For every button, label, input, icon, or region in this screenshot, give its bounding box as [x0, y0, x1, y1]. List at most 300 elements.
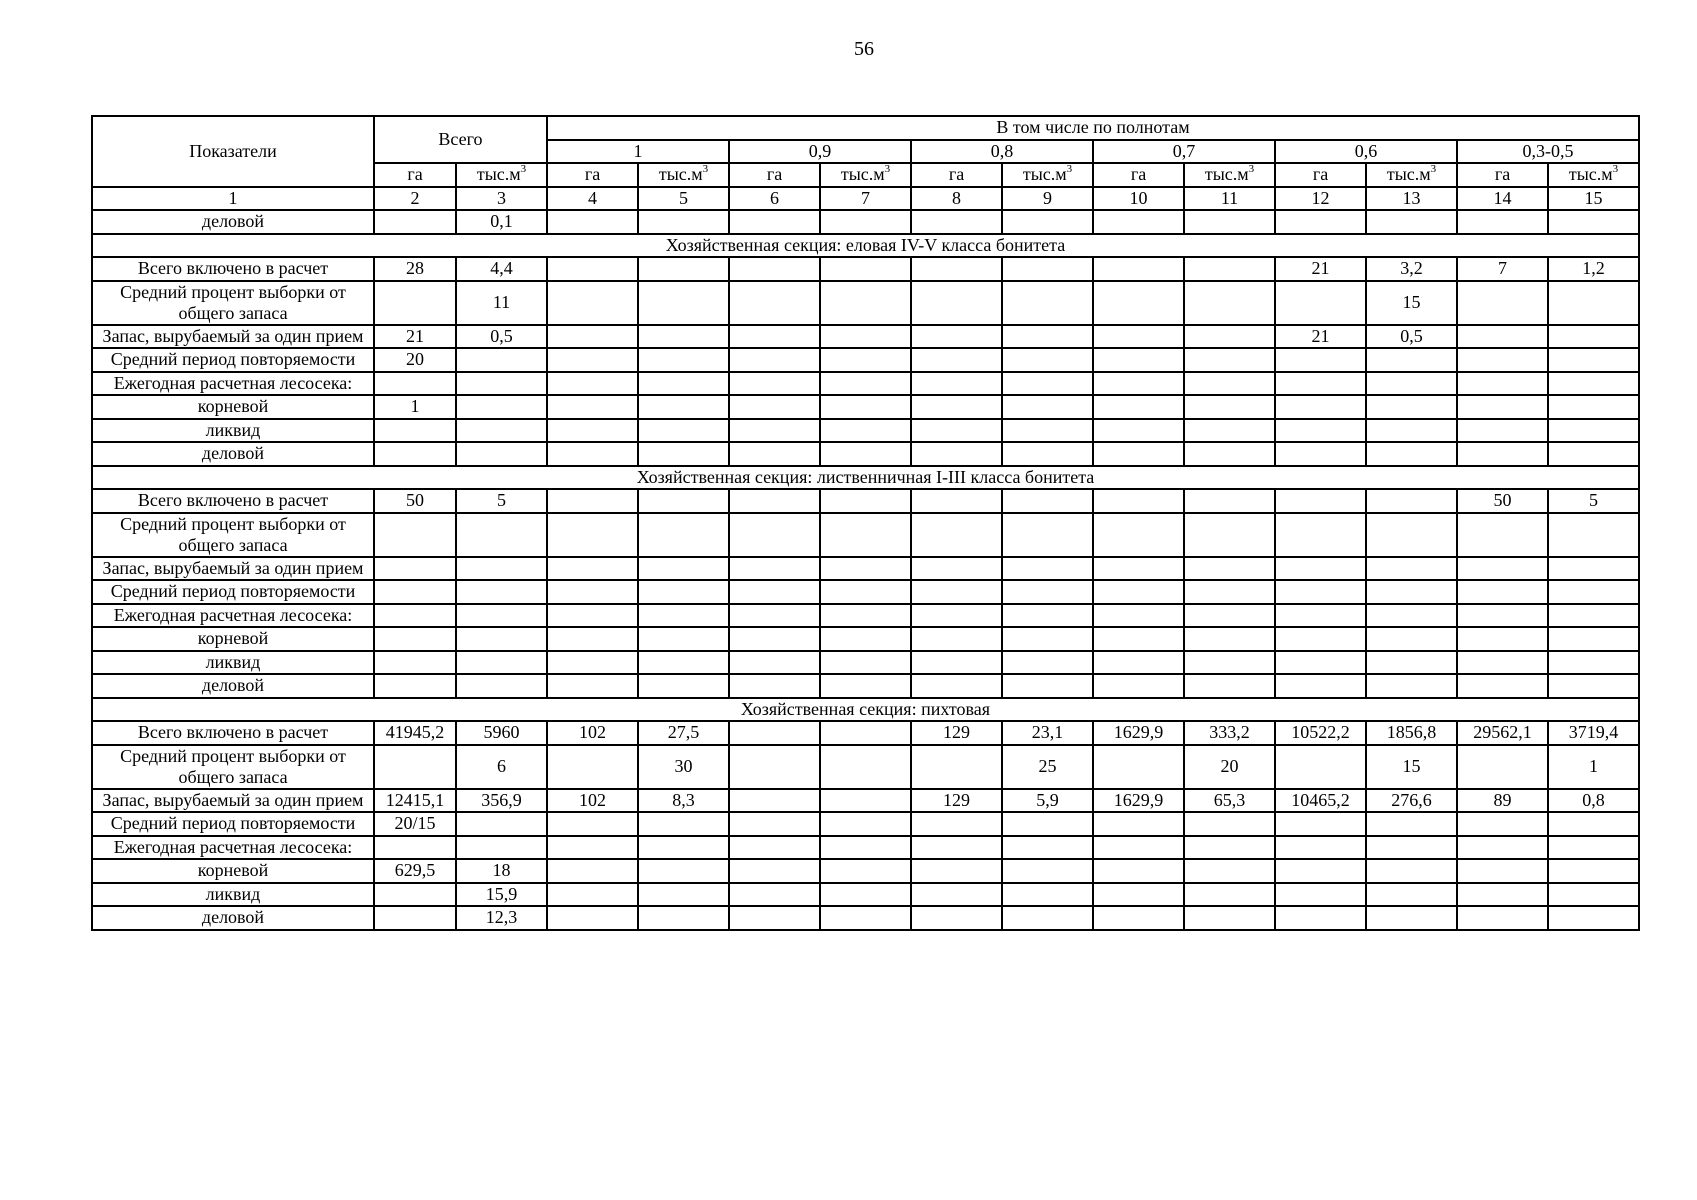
table-row — [92, 674, 1639, 698]
table-cell — [547, 627, 638, 651]
table-cell — [547, 210, 638, 234]
unit-ha: га — [374, 163, 456, 187]
table-cell — [1548, 883, 1639, 907]
table-cell — [547, 580, 638, 604]
header-density-0-7: 0,7 — [1093, 140, 1275, 164]
table-cell — [1093, 513, 1184, 557]
table-cell — [729, 419, 820, 443]
table-cell — [1093, 210, 1184, 234]
table-cell — [820, 348, 911, 372]
table-cell — [1093, 257, 1184, 281]
table-row — [92, 395, 1639, 419]
table-cell — [820, 557, 911, 581]
table-cell: 0,1 — [456, 210, 547, 234]
table-cell — [1093, 812, 1184, 836]
table-cell — [1184, 442, 1275, 466]
table-cell — [1093, 674, 1184, 698]
table-cell — [374, 372, 456, 396]
table-cell — [1457, 419, 1548, 443]
header-density-1: 1 — [547, 140, 729, 164]
unit-vol-text: тыс.м — [476, 164, 521, 185]
table-cell — [729, 325, 820, 349]
table-cell — [1275, 859, 1366, 883]
table-cell — [1184, 513, 1275, 557]
table-cell: 15,9 — [456, 883, 547, 907]
table-row — [92, 812, 1639, 836]
row-label: деловой — [92, 442, 374, 466]
unit-vol-text: тыс.м — [1568, 164, 1613, 185]
table-cell — [374, 281, 456, 325]
column-number: 3 — [456, 187, 547, 211]
table-cell — [1457, 604, 1548, 628]
table-cell — [456, 419, 547, 443]
table-cell — [1093, 419, 1184, 443]
table-cell — [1548, 325, 1639, 349]
table-row — [92, 419, 1639, 443]
unit-superscript: 3 — [884, 163, 891, 176]
table-cell — [638, 442, 729, 466]
table-cell: 15 — [1366, 745, 1457, 789]
table-cell — [1457, 513, 1548, 557]
table-cell — [1548, 395, 1639, 419]
table-cell — [1275, 348, 1366, 372]
table-cell: 10522,2 — [1275, 721, 1366, 745]
column-number: 9 — [1002, 187, 1093, 211]
header-density-0-8: 0,8 — [911, 140, 1093, 164]
table-cell — [1002, 419, 1093, 443]
table-cell: 5 — [456, 489, 547, 513]
table-cell — [1275, 372, 1366, 396]
table-row — [92, 883, 1639, 907]
table-cell — [1002, 604, 1093, 628]
table-cell — [1184, 325, 1275, 349]
table-cell: 0,5 — [456, 325, 547, 349]
table-cell — [911, 419, 1002, 443]
section-title: Хозяйственная секция: еловая IV-V класса бонитета — [92, 234, 1639, 258]
column-number: 2 — [374, 187, 456, 211]
unit-superscript: 3 — [702, 163, 709, 176]
unit-thousand-m3 — [456, 163, 547, 187]
table-cell — [1366, 557, 1457, 581]
table-body — [92, 116, 1639, 930]
table-cell — [547, 604, 638, 628]
column-number: 6 — [729, 187, 820, 211]
table-cell — [1366, 651, 1457, 675]
table-cell — [638, 580, 729, 604]
table-cell: 20/15 — [374, 812, 456, 836]
table-cell — [374, 745, 456, 789]
table-cell — [1548, 674, 1639, 698]
header-row-1 — [92, 116, 1639, 140]
table-cell — [547, 489, 638, 513]
table-cell: 50 — [1457, 489, 1548, 513]
table-cell — [456, 513, 547, 557]
unit-superscript: 3 — [520, 163, 527, 176]
table-row — [92, 789, 1639, 813]
unit-ha: га — [1457, 163, 1548, 187]
table-cell: 1 — [1548, 745, 1639, 789]
table-cell — [1457, 883, 1548, 907]
table-cell — [456, 651, 547, 675]
table-cell — [729, 745, 820, 789]
table-cell — [820, 906, 911, 930]
table-cell — [1366, 348, 1457, 372]
table-cell: 5 — [1548, 489, 1639, 513]
table-cell — [1275, 906, 1366, 930]
table-cell — [1093, 489, 1184, 513]
table-cell — [1366, 604, 1457, 628]
table-cell — [1093, 883, 1184, 907]
table-cell — [911, 372, 1002, 396]
row-label: ликвид — [92, 883, 374, 907]
column-number: 15 — [1548, 187, 1639, 211]
unit-superscript: 3 — [1248, 163, 1255, 176]
table-cell — [729, 395, 820, 419]
table-cell — [729, 372, 820, 396]
table-cell — [729, 859, 820, 883]
table-cell — [547, 395, 638, 419]
table-cell — [638, 210, 729, 234]
table-cell — [547, 325, 638, 349]
table-cell — [1366, 883, 1457, 907]
table-cell — [1366, 442, 1457, 466]
table-cell — [911, 745, 1002, 789]
table-cell — [1184, 651, 1275, 675]
table-cell: 5,9 — [1002, 789, 1093, 813]
unit-vol-text: тыс.м — [840, 164, 885, 185]
table-row — [92, 257, 1639, 281]
table-cell — [1184, 580, 1275, 604]
table-cell — [1457, 836, 1548, 860]
table-cell — [1184, 395, 1275, 419]
table-cell — [729, 812, 820, 836]
table-cell — [1548, 651, 1639, 675]
row-label: Всего включено в расчет — [92, 721, 374, 745]
section-title: Хозяйственная секция: лиственничная I-III класса бонитета — [92, 466, 1639, 490]
table-cell — [1002, 859, 1093, 883]
forest-cutting-table — [91, 115, 1640, 931]
table-cell — [1002, 210, 1093, 234]
table-cell — [547, 651, 638, 675]
table-cell — [1184, 489, 1275, 513]
table-cell — [456, 627, 547, 651]
table-cell — [638, 281, 729, 325]
unit-superscript: 3 — [1612, 163, 1619, 176]
table-cell: 4,4 — [456, 257, 547, 281]
table-cell — [729, 604, 820, 628]
table-cell — [729, 557, 820, 581]
unit-superscript: 3 — [1066, 163, 1073, 176]
table-cell — [1366, 906, 1457, 930]
table-cell — [820, 489, 911, 513]
table-cell — [1002, 395, 1093, 419]
row-label: деловой — [92, 674, 374, 698]
table-cell — [1275, 210, 1366, 234]
table-cell — [1093, 651, 1184, 675]
table-cell: 25 — [1002, 745, 1093, 789]
table-cell — [911, 604, 1002, 628]
table-cell — [456, 812, 547, 836]
table-cell — [1093, 745, 1184, 789]
row-label: корневой — [92, 859, 374, 883]
table-cell — [911, 348, 1002, 372]
table-cell — [820, 604, 911, 628]
table-cell — [1548, 812, 1639, 836]
table-cell — [638, 372, 729, 396]
table-cell — [638, 395, 729, 419]
table-cell — [1275, 419, 1366, 443]
table-cell — [820, 812, 911, 836]
table-cell — [1184, 859, 1275, 883]
table-cell — [1002, 674, 1093, 698]
table-cell — [820, 859, 911, 883]
table-cell — [1457, 395, 1548, 419]
table-cell — [729, 721, 820, 745]
table-cell — [911, 210, 1002, 234]
table-cell — [820, 580, 911, 604]
table-cell — [911, 906, 1002, 930]
table-cell: 21 — [1275, 257, 1366, 281]
table-cell — [456, 836, 547, 860]
table-row — [92, 281, 1639, 325]
table-cell: 5960 — [456, 721, 547, 745]
table-cell — [1457, 281, 1548, 325]
table-cell — [1002, 906, 1093, 930]
table-cell — [456, 395, 547, 419]
table-row — [92, 836, 1639, 860]
row-label: Запас, вырубаемый за один прием — [92, 325, 374, 349]
table-cell — [1366, 580, 1457, 604]
table-cell — [1548, 836, 1639, 860]
table-cell — [456, 580, 547, 604]
table-cell — [456, 372, 547, 396]
table-cell — [820, 721, 911, 745]
table-cell — [1366, 627, 1457, 651]
table-cell — [456, 348, 547, 372]
table-cell — [1275, 442, 1366, 466]
table-row — [92, 721, 1639, 745]
table-cell — [1093, 580, 1184, 604]
table-cell: 1,2 — [1548, 257, 1639, 281]
table-cell: 21 — [1275, 325, 1366, 349]
table-cell — [456, 442, 547, 466]
table-cell — [638, 674, 729, 698]
table-cell — [1275, 281, 1366, 325]
table-cell — [820, 745, 911, 789]
unit-thousand-m3 — [820, 163, 911, 187]
table-row — [92, 442, 1639, 466]
table-cell: 12415,1 — [374, 789, 456, 813]
table-cell: 129 — [911, 721, 1002, 745]
table-cell: 3719,4 — [1548, 721, 1639, 745]
table-cell — [729, 651, 820, 675]
table-cell — [547, 419, 638, 443]
table-cell — [729, 442, 820, 466]
table-cell — [374, 442, 456, 466]
header-indicators: Показатели — [92, 116, 374, 187]
table-cell — [1548, 627, 1639, 651]
row-label: ликвид — [92, 651, 374, 675]
table-cell — [911, 281, 1002, 325]
table-row — [92, 372, 1639, 396]
unit-thousand-m3 — [1548, 163, 1639, 187]
unit-ha: га — [911, 163, 1002, 187]
table-cell — [547, 859, 638, 883]
column-number: 10 — [1093, 187, 1184, 211]
table-cell — [1275, 395, 1366, 419]
table-cell: 20 — [1184, 745, 1275, 789]
table-cell: 21 — [374, 325, 456, 349]
table-cell — [638, 557, 729, 581]
page-number: 56 — [854, 38, 874, 60]
table-cell — [638, 348, 729, 372]
table-cell — [911, 489, 1002, 513]
table-cell — [1002, 513, 1093, 557]
table-cell — [729, 580, 820, 604]
table-cell — [729, 883, 820, 907]
table-cell — [1093, 906, 1184, 930]
table-cell: 41945,2 — [374, 721, 456, 745]
table-cell — [1093, 372, 1184, 396]
row-label: Всего включено в расчет — [92, 257, 374, 281]
table-cell — [1548, 372, 1639, 396]
table-cell: 102 — [547, 789, 638, 813]
table-cell — [547, 674, 638, 698]
table-cell — [1093, 281, 1184, 325]
table-cell — [1184, 906, 1275, 930]
table-cell — [1457, 745, 1548, 789]
table-cell — [1275, 627, 1366, 651]
table-cell — [820, 883, 911, 907]
table-cell — [1366, 513, 1457, 557]
unit-vol-text: тыс.м — [1204, 164, 1249, 185]
table-cell — [1548, 859, 1639, 883]
table-cell — [729, 627, 820, 651]
row-label: Ежегодная расчетная лесосека: — [92, 372, 374, 396]
table-row — [92, 604, 1639, 628]
table-cell — [911, 812, 1002, 836]
table-cell — [911, 580, 1002, 604]
row-label: корневой — [92, 627, 374, 651]
table-cell — [638, 325, 729, 349]
table-cell — [1275, 674, 1366, 698]
table-cell: 1856,8 — [1366, 721, 1457, 745]
table-cell — [1002, 372, 1093, 396]
column-number: 12 — [1275, 187, 1366, 211]
section-row — [92, 698, 1639, 722]
table-cell — [1548, 513, 1639, 557]
header-density-0-6: 0,6 — [1275, 140, 1457, 164]
table-cell: 7 — [1457, 257, 1548, 281]
table-cell — [1457, 557, 1548, 581]
table-cell — [547, 372, 638, 396]
row-label: Средний процент выборки от общего запаса — [92, 513, 374, 557]
table-cell — [1275, 651, 1366, 675]
row-label: деловой — [92, 906, 374, 930]
row-label: Запас, вырубаемый за один прием — [92, 557, 374, 581]
table-cell — [1548, 906, 1639, 930]
table-cell — [911, 442, 1002, 466]
table-cell — [911, 836, 1002, 860]
table-cell — [1366, 859, 1457, 883]
table-cell — [1093, 836, 1184, 860]
table-cell — [547, 812, 638, 836]
table-cell: 28 — [374, 257, 456, 281]
table-cell — [911, 513, 1002, 557]
table-cell — [1548, 442, 1639, 466]
table-cell — [638, 812, 729, 836]
table-cell — [1184, 372, 1275, 396]
row-label: Запас, вырубаемый за один прием — [92, 789, 374, 813]
row-label: Ежегодная расчетная лесосека: — [92, 604, 374, 628]
column-number: 14 — [1457, 187, 1548, 211]
table-cell — [374, 580, 456, 604]
section-row — [92, 234, 1639, 258]
table-cell — [911, 883, 1002, 907]
table-cell: 8,3 — [638, 789, 729, 813]
table-cell — [820, 419, 911, 443]
table-cell — [1457, 348, 1548, 372]
column-number: 1 — [92, 187, 374, 211]
table-cell — [1366, 674, 1457, 698]
table-cell — [1093, 325, 1184, 349]
table-cell — [820, 789, 911, 813]
table-cell — [638, 836, 729, 860]
row-label: ликвид — [92, 419, 374, 443]
table-cell — [1184, 812, 1275, 836]
table-cell — [820, 651, 911, 675]
table-cell — [1366, 210, 1457, 234]
table-cell — [1184, 281, 1275, 325]
table-cell — [374, 513, 456, 557]
table-cell: 23,1 — [1002, 721, 1093, 745]
table-cell — [1457, 674, 1548, 698]
table-cell — [1548, 210, 1639, 234]
column-number: 5 — [638, 187, 729, 211]
table-cell — [1457, 372, 1548, 396]
column-number: 4 — [547, 187, 638, 211]
table-cell — [1002, 281, 1093, 325]
table-cell — [911, 674, 1002, 698]
table-cell — [820, 210, 911, 234]
column-number: 8 — [911, 187, 1002, 211]
table-cell: 11 — [456, 281, 547, 325]
column-number: 13 — [1366, 187, 1457, 211]
table-cell — [1457, 325, 1548, 349]
table-cell — [547, 442, 638, 466]
table-cell — [911, 257, 1002, 281]
table-cell — [638, 489, 729, 513]
table-cell: 89 — [1457, 789, 1548, 813]
table-cell — [547, 257, 638, 281]
table-row — [92, 513, 1639, 557]
table-cell — [1366, 395, 1457, 419]
unit-ha: га — [547, 163, 638, 187]
table-cell: 50 — [374, 489, 456, 513]
table-row — [92, 325, 1639, 349]
table-row — [92, 627, 1639, 651]
table-cell: 102 — [547, 721, 638, 745]
table-cell — [1366, 419, 1457, 443]
header-total: Всего — [374, 116, 547, 163]
table-cell — [820, 442, 911, 466]
table-cell — [374, 557, 456, 581]
table-cell — [374, 627, 456, 651]
table-cell — [1548, 419, 1639, 443]
table-row — [92, 557, 1639, 581]
table-cell — [1548, 580, 1639, 604]
table-cell — [638, 513, 729, 557]
